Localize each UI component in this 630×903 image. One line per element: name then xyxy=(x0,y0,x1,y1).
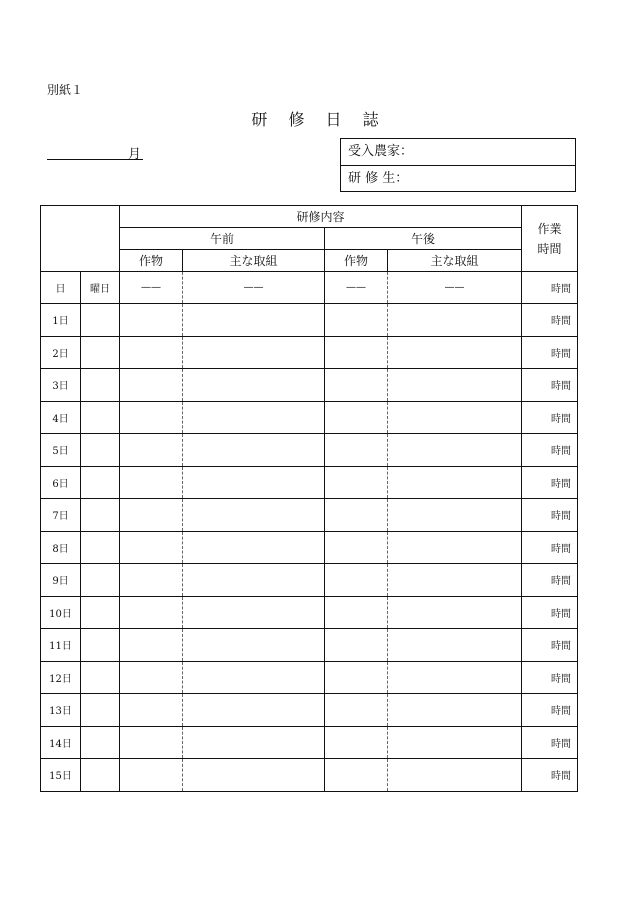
dash-mark: —— xyxy=(388,272,522,304)
am-crop-cell[interactable] xyxy=(120,434,183,467)
day-number: 15日 xyxy=(41,759,81,792)
dash-mark: —— xyxy=(183,272,325,304)
am-crop-cell[interactable] xyxy=(120,499,183,532)
am-crop-header: 作物 xyxy=(120,250,183,272)
day-number: 3日 xyxy=(41,369,81,402)
pm-main-work-cell[interactable] xyxy=(388,304,522,337)
table-row xyxy=(41,434,578,467)
month-field[interactable] xyxy=(47,143,143,160)
weekday-cell[interactable] xyxy=(81,434,120,467)
hours-cell[interactable]: 時間 xyxy=(522,596,578,629)
table-row xyxy=(41,629,578,662)
work-hours-header xyxy=(522,206,578,272)
day-number: 6日 xyxy=(41,466,81,499)
hours-cell[interactable]: 時間 xyxy=(522,499,578,532)
am-crop-cell[interactable] xyxy=(120,304,183,337)
trainee-label: 研 修 生： xyxy=(348,171,409,186)
hours-cell[interactable]: 時間 xyxy=(522,531,578,564)
am-crop-cell[interactable] xyxy=(120,726,183,759)
table-row xyxy=(41,401,578,434)
day-column-header: 日 xyxy=(41,272,81,304)
pm-main-work-cell[interactable] xyxy=(388,499,522,532)
day-number: 7日 xyxy=(41,499,81,532)
am-main-work-cell[interactable] xyxy=(183,694,325,727)
title-char: 修 xyxy=(288,110,305,129)
weekday-cell[interactable] xyxy=(81,726,120,759)
weekday-cell[interactable] xyxy=(81,564,120,597)
pm-crop-cell[interactable] xyxy=(325,661,388,694)
day-number: 11日 xyxy=(41,629,81,662)
day-number: 4日 xyxy=(41,401,81,434)
pm-header: 午後 xyxy=(325,228,522,250)
am-main-work-cell[interactable] xyxy=(183,564,325,597)
pm-crop-cell[interactable] xyxy=(325,694,388,727)
hours-cell[interactable]: 時間 xyxy=(522,434,578,467)
am-main-work-cell[interactable] xyxy=(183,369,325,402)
hours-cell[interactable]: 時間 xyxy=(522,564,578,597)
pm-main-work-cell[interactable] xyxy=(388,564,522,597)
weekday-cell[interactable] xyxy=(81,369,120,402)
am-crop-cell[interactable] xyxy=(120,531,183,564)
pm-main-work-cell[interactable] xyxy=(388,531,522,564)
pm-crop-cell[interactable] xyxy=(325,629,388,662)
table-row xyxy=(41,499,578,532)
attachment-label: 別紙１ xyxy=(47,83,84,97)
table-row xyxy=(41,759,578,792)
table-row xyxy=(41,304,578,337)
day-number: 13日 xyxy=(41,694,81,727)
am-main-work-cell[interactable] xyxy=(183,661,325,694)
pm-crop-cell[interactable] xyxy=(325,401,388,434)
am-crop-cell[interactable] xyxy=(120,596,183,629)
table-row xyxy=(41,694,578,727)
am-main-work-cell[interactable] xyxy=(183,629,325,662)
table-row xyxy=(41,336,578,369)
weekday-cell[interactable] xyxy=(81,531,120,564)
host-farm-field[interactable] xyxy=(341,139,575,165)
am-crop-cell[interactable] xyxy=(120,369,183,402)
am-main-work-cell[interactable] xyxy=(183,726,325,759)
hours-cell[interactable]: 時間 xyxy=(522,661,578,694)
pm-main-work-cell[interactable] xyxy=(388,466,522,499)
am-main-work-cell[interactable] xyxy=(183,596,325,629)
hours-cell[interactable]: 時間 xyxy=(522,466,578,499)
am-main-work-cell[interactable] xyxy=(183,759,325,792)
hours-cell[interactable]: 時間 xyxy=(522,369,578,402)
hours-cell[interactable]: 時間 xyxy=(522,336,578,369)
pm-crop-cell[interactable] xyxy=(325,336,388,369)
day-number: 8日 xyxy=(41,531,81,564)
pm-crop-cell[interactable] xyxy=(325,466,388,499)
dash-mark: —— xyxy=(120,272,183,304)
table-row xyxy=(41,531,578,564)
table-row xyxy=(41,726,578,759)
corner-cell xyxy=(41,206,120,272)
weekday-cell[interactable] xyxy=(81,466,120,499)
title-char: 誌 xyxy=(362,110,379,129)
am-crop-cell[interactable] xyxy=(120,759,183,792)
day-number: 12日 xyxy=(41,661,81,694)
info-box xyxy=(340,138,576,192)
day-number: 10日 xyxy=(41,596,81,629)
day-number: 2日 xyxy=(41,336,81,369)
work-hours-label-1: 作業 xyxy=(537,221,562,236)
pm-main-work-cell[interactable] xyxy=(388,661,522,694)
pm-crop-cell[interactable] xyxy=(325,596,388,629)
pm-main-work-cell[interactable] xyxy=(388,434,522,467)
hours-unit: 時間 xyxy=(522,272,578,304)
table-row xyxy=(41,369,578,402)
hours-cell[interactable]: 時間 xyxy=(522,726,578,759)
day-number: 9日 xyxy=(41,564,81,597)
weekday-cell[interactable] xyxy=(81,759,120,792)
pm-main-work-cell[interactable] xyxy=(388,401,522,434)
am-main-work-cell[interactable] xyxy=(183,466,325,499)
table-row xyxy=(41,596,578,629)
pm-main-work-cell[interactable] xyxy=(388,369,522,402)
weekday-cell[interactable] xyxy=(81,661,120,694)
hours-cell[interactable]: 時間 xyxy=(522,401,578,434)
am-main-work-cell[interactable] xyxy=(183,304,325,337)
hours-cell[interactable]: 時間 xyxy=(522,694,578,727)
training-log-table xyxy=(40,205,578,792)
table-row xyxy=(41,661,578,694)
am-crop-cell[interactable] xyxy=(120,401,183,434)
pm-crop-cell[interactable] xyxy=(325,564,388,597)
page-title xyxy=(0,107,630,130)
pm-main-work-cell[interactable] xyxy=(388,726,522,759)
am-crop-cell[interactable] xyxy=(120,336,183,369)
am-crop-cell[interactable] xyxy=(120,466,183,499)
title-char: 研 xyxy=(251,110,268,129)
weekday-cell[interactable] xyxy=(81,499,120,532)
weekday-cell[interactable] xyxy=(81,629,120,662)
trainee-field[interactable] xyxy=(341,165,575,192)
pm-main-work-cell[interactable] xyxy=(388,596,522,629)
am-main-work-header: 主な取組 xyxy=(183,250,325,272)
weekday-cell[interactable] xyxy=(81,596,120,629)
weekday-cell[interactable] xyxy=(81,401,120,434)
dash-mark: —— xyxy=(325,272,388,304)
am-main-work-cell[interactable] xyxy=(183,336,325,369)
pm-crop-cell[interactable] xyxy=(325,499,388,532)
pm-crop-cell[interactable] xyxy=(325,304,388,337)
am-main-work-cell[interactable] xyxy=(183,434,325,467)
pm-main-work-header: 主な取組 xyxy=(388,250,522,272)
pm-main-work-cell[interactable] xyxy=(388,694,522,727)
pm-crop-cell[interactable] xyxy=(325,531,388,564)
day-number: 5日 xyxy=(41,434,81,467)
pm-main-work-cell[interactable] xyxy=(388,629,522,662)
pm-main-work-cell[interactable] xyxy=(388,759,522,792)
weekday-cell[interactable] xyxy=(81,304,120,337)
day-number: 14日 xyxy=(41,726,81,759)
pm-crop-header: 作物 xyxy=(325,250,388,272)
am-main-work-cell[interactable] xyxy=(183,499,325,532)
weekday-cell[interactable] xyxy=(81,336,120,369)
am-crop-cell[interactable] xyxy=(120,694,183,727)
pm-crop-cell[interactable] xyxy=(325,759,388,792)
am-header: 午前 xyxy=(120,228,325,250)
work-hours-label-2: 時間 xyxy=(537,241,562,256)
pm-crop-cell[interactable] xyxy=(325,369,388,402)
weekday-cell[interactable] xyxy=(81,694,120,727)
am-main-work-cell[interactable] xyxy=(183,401,325,434)
am-crop-cell[interactable] xyxy=(120,661,183,694)
am-crop-cell[interactable] xyxy=(120,629,183,662)
day-number: 1日 xyxy=(41,304,81,337)
training-content-header: 研修内容 xyxy=(120,206,522,228)
pm-crop-cell[interactable] xyxy=(325,726,388,759)
hours-cell[interactable]: 時間 xyxy=(522,629,578,662)
host-farm-label: 受入農家： xyxy=(348,144,414,159)
weekday-column-header: 曜日 xyxy=(81,272,120,304)
title-char: 日 xyxy=(325,110,342,129)
pm-main-work-cell[interactable] xyxy=(388,336,522,369)
month-label: 月 xyxy=(127,147,141,162)
am-crop-cell[interactable] xyxy=(120,564,183,597)
pm-crop-cell[interactable] xyxy=(325,434,388,467)
table-row xyxy=(41,564,578,597)
hours-cell[interactable]: 時間 xyxy=(522,304,578,337)
table-row xyxy=(41,466,578,499)
hours-cell[interactable]: 時間 xyxy=(522,759,578,792)
am-main-work-cell[interactable] xyxy=(183,531,325,564)
